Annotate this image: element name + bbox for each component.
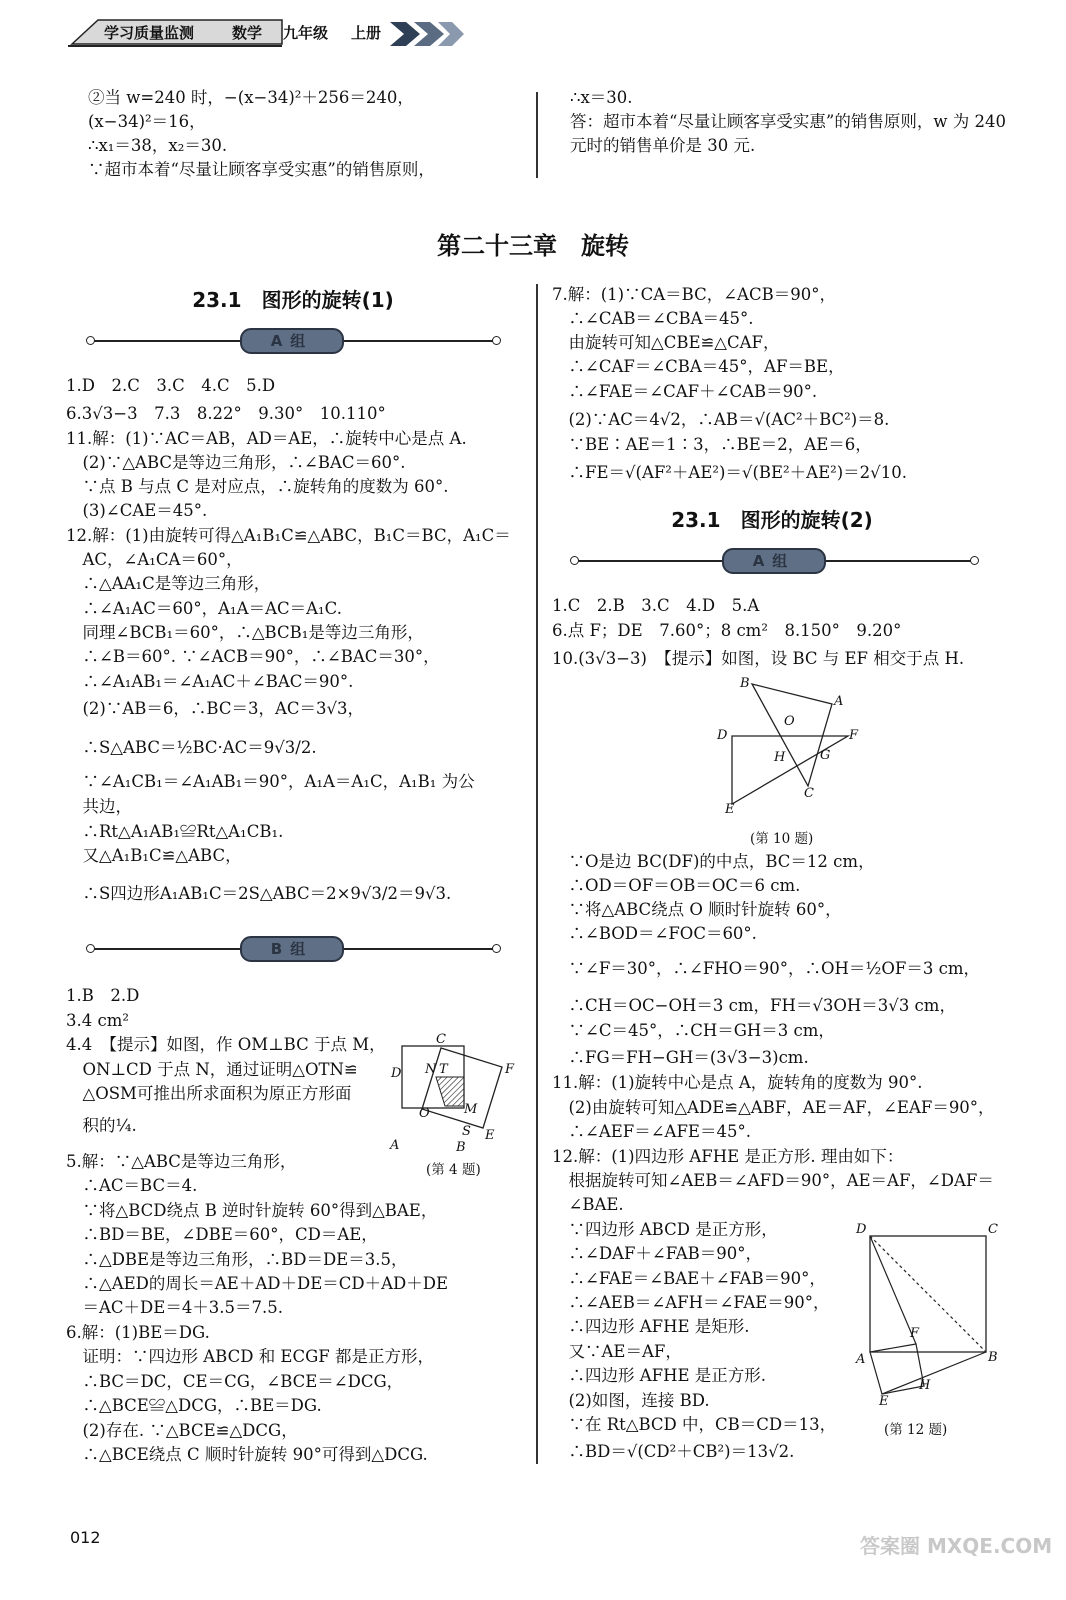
header-series: 学习质量监测 <box>104 24 195 42</box>
figure-q4 <box>388 1034 523 1154</box>
text-line: ∴BD＝√(CD²＋CB²)＝13√2. <box>552 1442 795 1461</box>
text-line: ∴∠CAB＝∠CBA＝45°. <box>552 309 754 328</box>
text-line: ∴x₁＝38，x₂＝30. <box>88 136 228 155</box>
text-line: ∴∠A₁AB₁＝∠A₁AC＋∠BAC＝90°. <box>66 672 354 691</box>
text-line: ∴△BCE绕点 C 顺时针旋转 90°可得到△DCG. <box>66 1445 428 1464</box>
text-line: ∴△BCE≌△DCG，∴BE＝DG. <box>66 1396 322 1415</box>
fig-label: B <box>456 1140 466 1155</box>
text-line: ∵BE∶AE＝1∶3，∴BE＝2，AE＝6， <box>552 435 872 454</box>
header-subject: 数学 <box>232 24 263 42</box>
text-line: ∴四边形 AFHE 是正方形. <box>552 1366 767 1385</box>
text-line: 6.3√3−3 7.3 8.22° 9.30° 10.110° <box>66 404 386 423</box>
text-line: ∵∠C＝45°，∴CH＝GH＝3 cm， <box>552 1021 835 1040</box>
text-line: (2)∵△ABC是等边三角形，∴∠BAC＝60°. <box>66 453 406 472</box>
fig-label: C <box>436 1032 446 1047</box>
text-line: ∵点 B 与点 C 是对应点，∴旋转角的度数为 60°. <box>66 477 449 496</box>
text-line: ∴AC＝BC＝4. <box>66 1176 198 1195</box>
text-line: ∴△AA₁C是等边三角形， <box>66 574 271 593</box>
text-line: △OSM可推出所求面积为原正方形面 <box>66 1084 352 1103</box>
text-line: ∵将△BCD绕点 B 逆时针旋转 60°得到△BAE， <box>66 1201 438 1220</box>
text-line: 12.解：(1)由旋转可得△A₁B₁C≌△ABC，B₁C＝BC，A₁C＝ <box>66 526 511 545</box>
text-line: ∴S△ABC＝½BC·AC＝9√3/2. <box>66 738 317 757</box>
fig-label: G <box>820 748 831 763</box>
fig-label: B <box>740 676 750 691</box>
watermark: 答案圈 MXQE.COM <box>860 1534 1053 1558</box>
text-line: 7.解：(1)∵CA＝BC，∠ACB＝90°， <box>552 285 836 304</box>
text-line: ∵四边形 ABCD 是正方形， <box>552 1220 778 1239</box>
text-line: ∴BD＝BE，∠DBE＝60°，CD＝AE， <box>66 1225 378 1244</box>
text-line: ∴∠FAE＝∠BAE＋∠FAB＝90°， <box>552 1269 826 1288</box>
text-line: (2)由旋转可知△ADE≌△ABF，AE＝AF，∠EAF＝90°， <box>552 1098 995 1117</box>
fig-label: F <box>910 1326 920 1341</box>
figure-caption: (第 10 题) <box>750 831 814 847</box>
fig-label: D <box>391 1066 402 1081</box>
fig-label: A <box>834 694 844 709</box>
figure-caption: (第 12 题) <box>884 1422 948 1438</box>
figure-q4-drawing <box>388 1034 523 1154</box>
text-line: ∵∠A₁CB₁＝∠A₁AB₁＝90°，A₁A＝A₁C，A₁B₁ 为公 <box>66 772 475 791</box>
fig-label: N <box>425 1062 437 1077</box>
text-line: 1.D 2.C 3.C 4.C 5.D <box>66 376 276 395</box>
text-line: (2)∵AC＝4√2，∴AB＝√(AC²＋BC²)＝8. <box>552 410 890 429</box>
section-title: 23.1 图形的旋转(2) <box>671 508 873 532</box>
text-line: ∴∠AEB＝∠AFH＝∠FAE＝90°， <box>552 1293 830 1312</box>
text-line: ∴Rt△A₁AB₁≌Rt△A₁CB₁. <box>66 822 284 841</box>
text-line: ∵在 Rt△BCD 中，CB＝CD＝13， <box>552 1415 837 1434</box>
text-line: 12.解：(1)四边形 AFHE 是正方形. 理由如下： <box>552 1147 904 1166</box>
text-line: ∵超市本着“尽量让顾客享受实惠”的销售原则， <box>88 160 435 179</box>
fig-label: O <box>784 714 795 729</box>
text-line: ∴x＝30. <box>570 88 633 107</box>
fig-label: D <box>856 1222 867 1237</box>
text-line: 4.4 【提示】如图，作 OM⊥BC 于点 M， <box>66 1035 386 1054</box>
chapter-title: 第二十三章 旋转 <box>437 232 629 260</box>
text-line: ∵O是边 BC(DF)的中点，BC＝12 cm， <box>552 852 875 871</box>
header-volume: 上册 <box>351 24 382 42</box>
section-title: 23.1 图形的旋转(1) <box>192 288 394 312</box>
text-line: ∴△DBE是等边三角形，∴BD＝DE＝3.5， <box>66 1250 408 1269</box>
text-line: ∵将△ABC绕点 O 顺时针旋转 60°， <box>552 900 842 919</box>
text-line: 由旋转可知△CBE≌△CAF， <box>552 333 780 352</box>
fig-label: O <box>419 1106 430 1121</box>
text-line: ∴∠CAF＝∠CBA＝45°，AF＝BE， <box>552 357 845 376</box>
text-line: ∴∠BOD＝∠FOC＝60°. <box>552 924 757 943</box>
text-line: AC，∠A₁CA＝60°， <box>66 550 243 569</box>
top-divider <box>536 92 538 178</box>
text-line: ∴四边形 AFHE 是矩形. <box>552 1317 750 1336</box>
text-line: (2)∵AB＝6，∴BC＝3，AC＝3√3， <box>66 699 365 718</box>
fig-label: F <box>849 728 859 743</box>
text-line: ∴△AED的周长＝AE＋AD＋DE＝CD＋AD＋DE <box>66 1274 449 1293</box>
figure-q12 <box>852 1216 1002 1412</box>
text-line: 10.(3√3−3) 【提示】如图，设 BC 与 EF 相交于点 H. <box>552 649 965 668</box>
fig-label: E <box>485 1128 495 1143</box>
page-number: 012 <box>70 1528 101 1547</box>
column-divider <box>536 284 538 1464</box>
text-line: ②当 w=240 时，−(x−34)²＋256＝240， <box>88 88 414 107</box>
text-line: ∴CH＝OC−OH＝3 cm，FH＝√3OH＝3√3 cm， <box>552 996 956 1015</box>
fig-label: C <box>804 786 814 801</box>
text-line: 1.B 2.D <box>66 986 140 1005</box>
header-grade: 九年级 <box>283 24 329 42</box>
text-line: (2)存在. ∵△BCE≌△DCG， <box>66 1421 298 1440</box>
fig-label: B <box>988 1350 998 1365</box>
text-line: 又△A₁B₁C≌△ABC， <box>66 846 242 865</box>
group-badge: A组 <box>240 328 344 354</box>
group-badge: B组 <box>240 936 344 962</box>
text-line: ∴FE＝√(AF²＋AE²)＝√(BE²＋AE²)＝2√10. <box>552 463 907 482</box>
text-line: 同理∠BCB₁＝60°，∴△BCB₁是等边三角形， <box>66 623 424 642</box>
fig-label: T <box>439 1062 448 1077</box>
fig-label: C <box>988 1222 998 1237</box>
text-line: 答：超市本着“尽量让顾客享受实惠”的销售原则，w 为 240 <box>570 112 1006 131</box>
text-line: ∴BC＝DC，CE＝CG，∠BCE＝∠DCG， <box>66 1372 404 1391</box>
text-line: ∵∠F＝30°，∴∠FHO＝90°，∴OH＝½OF＝3 cm， <box>552 959 980 978</box>
text-line: ∴∠AEF＝∠AFE＝45°. <box>552 1122 751 1141</box>
text-line: ∠BAE. <box>552 1195 624 1214</box>
text-line: (x−34)²＝16， <box>88 112 206 131</box>
text-line: ＝AC＋DE＝4＋3.5＝7.5. <box>66 1298 284 1317</box>
fig-label: A <box>390 1138 400 1153</box>
text-line: ∴∠A₁AC＝60°，A₁A＝AC＝A₁C. <box>66 599 342 618</box>
text-line: (2)如图，连接 BD. <box>552 1391 710 1410</box>
text-line: 又∵AE＝AF， <box>552 1342 682 1361</box>
text-line: ∴FG＝FH−GH＝(3√3−3)cm. <box>552 1048 809 1067</box>
fig-label: E <box>879 1394 889 1409</box>
fig-label: E <box>725 802 735 817</box>
fig-label: A <box>856 1352 866 1367</box>
fig-label: D <box>717 728 728 743</box>
figure-q10 <box>712 674 862 820</box>
text-line: 3.4 cm² <box>66 1011 129 1030</box>
text-line: 6.解：(1)BE＝DG. <box>66 1323 210 1342</box>
fig-label: H <box>919 1378 931 1393</box>
text-line: ON⊥CD 于点 N，通过证明△OTN≌ <box>66 1060 358 1079</box>
text-line: 证明：∵四边形 ABCD 和 ECGF 都是正方形， <box>66 1347 434 1366</box>
text-line: ∴S四边形A₁AB₁C＝2S△ABC＝2×9√3/2＝9√3. <box>66 884 452 903</box>
text-line: 元时的销售单价是 30 元. <box>570 136 756 155</box>
text-line: 6.点 F；DE 7.60°；8 cm² 8.150° 9.20° <box>552 621 902 640</box>
fig-label: H <box>774 750 786 765</box>
group-badge: A组 <box>722 548 826 574</box>
text-line: 1.C 2.B 3.C 4.D 5.A <box>552 596 760 615</box>
text-line: 共边， <box>66 797 132 816</box>
figure-caption: (第 4 题) <box>426 1162 481 1178</box>
fig-label: F <box>505 1062 515 1077</box>
text-line: ∴OD＝OF＝OB＝OC＝6 cm. <box>552 876 801 895</box>
text-line: 5.解：∵△ABC是等边三角形， <box>66 1152 297 1171</box>
text-line: 积的¼. <box>66 1116 137 1135</box>
text-line: (3)∠CAE＝45°. <box>66 501 208 520</box>
text-line: 11.解：(1)∵AC＝AB，AD＝AE，∴旋转中心是点 A. <box>66 429 467 448</box>
text-line: 11.解：(1)旋转中心是点 A，旋转角的度数为 90°. <box>552 1073 923 1092</box>
text-line: ∴∠B＝60°. ∵∠ACB＝90°，∴∠BAC＝30°， <box>66 647 440 666</box>
fig-label: S <box>462 1124 471 1139</box>
fig-label: M <box>464 1102 478 1117</box>
text-line: ∴∠DAF＋∠FAB＝90°， <box>552 1244 763 1263</box>
text-line: ∴∠FAE＝∠CAF＋∠CAB＝90°. <box>552 382 818 401</box>
text-line: 根据旋转可知∠AEB＝∠AFD＝90°，AE＝AF，∠DAF＝ <box>552 1171 994 1190</box>
